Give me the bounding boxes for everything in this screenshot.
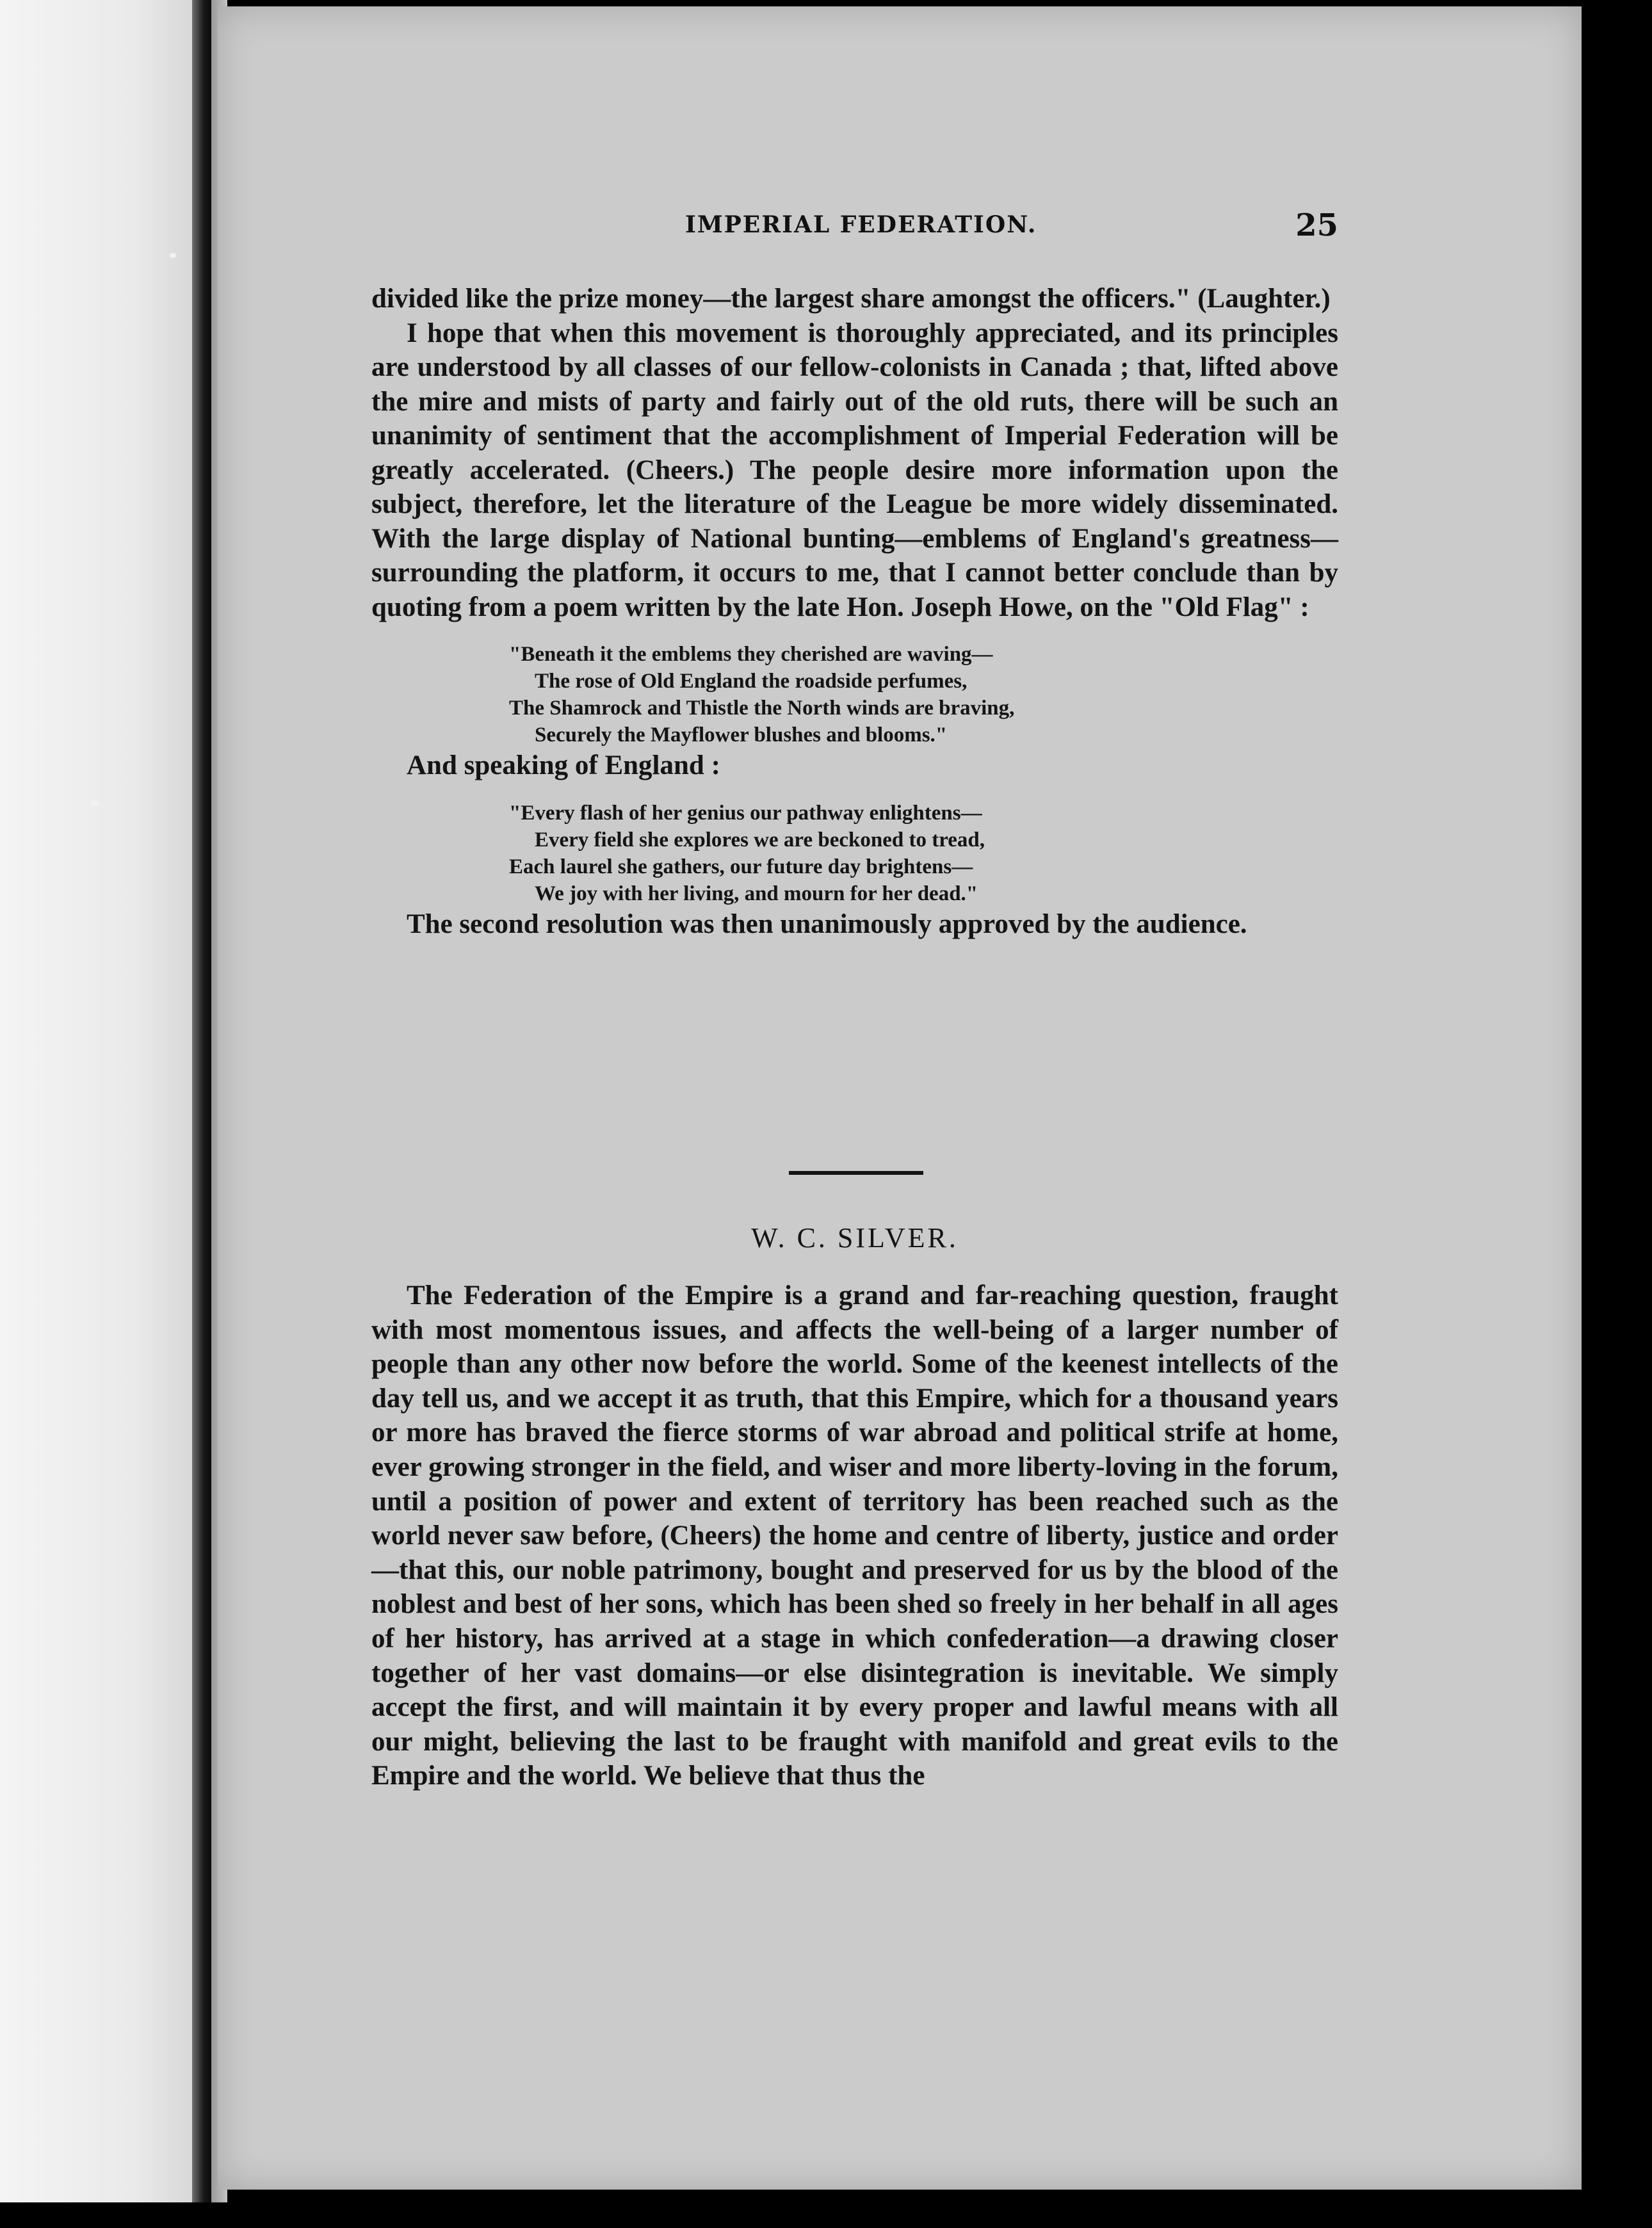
left-facing-page bbox=[0, 0, 192, 2202]
top-text-block bbox=[371, 282, 1338, 941]
page-header bbox=[685, 207, 1338, 250]
poem-line: Securely the Mayflower blushes and blooms." bbox=[535, 723, 948, 747]
poem-line: Each laurel she gathers, our future day brightens— bbox=[509, 855, 973, 878]
paragraph: And speaking of England : bbox=[407, 750, 720, 780]
binding-gutter bbox=[192, 0, 211, 2202]
section-title: W. C. SILVER. bbox=[751, 1222, 959, 1254]
dust-speck bbox=[170, 253, 176, 258]
poem-line: "Every flash of her genius our pathway enlightens— bbox=[509, 801, 982, 825]
running-head: IMPERIAL FEDERATION. bbox=[685, 211, 1037, 238]
poem-stanza bbox=[509, 800, 1338, 907]
paragraph: divided like the prize money—the largest share amongst the officers." (Laughter.) bbox=[371, 284, 1331, 314]
paragraph: The second resolution was then unanimously approved by the audience. bbox=[407, 908, 1247, 939]
dust-speck bbox=[29, 1050, 39, 1057]
section-divider-rule bbox=[789, 1171, 923, 1175]
poem-line: Every field she explores we are beckoned to tread, bbox=[535, 828, 985, 852]
poem-line: We joy with her living, and mourn for her dead." bbox=[535, 882, 978, 905]
page-number: 25 bbox=[1295, 207, 1338, 243]
poem-stanza bbox=[509, 641, 1338, 748]
section-text-block bbox=[371, 1279, 1338, 1793]
poem-line: The Shamrock and Thistle the North winds are braving, bbox=[509, 697, 1015, 720]
paragraph: I hope that when this movement is thoroughly appreciated, and its principles are understood by all classes of our fellow-colonists in Canada ; that, lifted above the mire and mists of party and fairly out of the old ruts, there will be such an unanimity of sentiment that the accomplishment of Imperial Federation will be greatly accelerated. (Cheers.) The people desire more information upon the subject, therefore, let the literature of the League be more widely disseminated. With the large display of National bunting—emblems of England's greatness—surrounding the platform, it occurs to me, that I cannot better conclude than by quoting from a poem written by the late Hon. Joseph Howe, on the "Old Flag" : bbox=[371, 318, 1338, 622]
dust-speck bbox=[90, 800, 99, 806]
poem-line: The rose of Old England the roadside perfumes, bbox=[535, 670, 968, 693]
poem-line: "Beneath it the emblems they cherished are waving— bbox=[509, 643, 993, 666]
paragraph: The Federation of the Empire is a grand and far-reaching question, fraught with most momentous issues, and affects the well-being of a larger number of people than any other now before the world. Some of the keenest intellects of the day tell us, and we accept it as truth, that this Empire, which for a thousand years or more has braved the fierce storms of war abroad and political strife at home, ever growing stronger in the field, and wiser and more liberty-loving in the forum, until a position of power and extent of territory has been reached such as the world never saw before, (Cheers) the home and centre of liberty, justice and order—that this, our noble patrimony, bought and preserved for us by the blood of the noblest and best of her sons, which has been shed so freely in her behalf in all ages of her history, has arrived at a stage in which confederation—a drawing closer together of her vast domains—or else disintegration is inevitable. We simply accept the first, and will maintain it by every proper and lawful means with all our might, believing the last to be fraught with manifold and great evils to the Empire and the world. We believe that thus the bbox=[371, 1280, 1338, 1791]
